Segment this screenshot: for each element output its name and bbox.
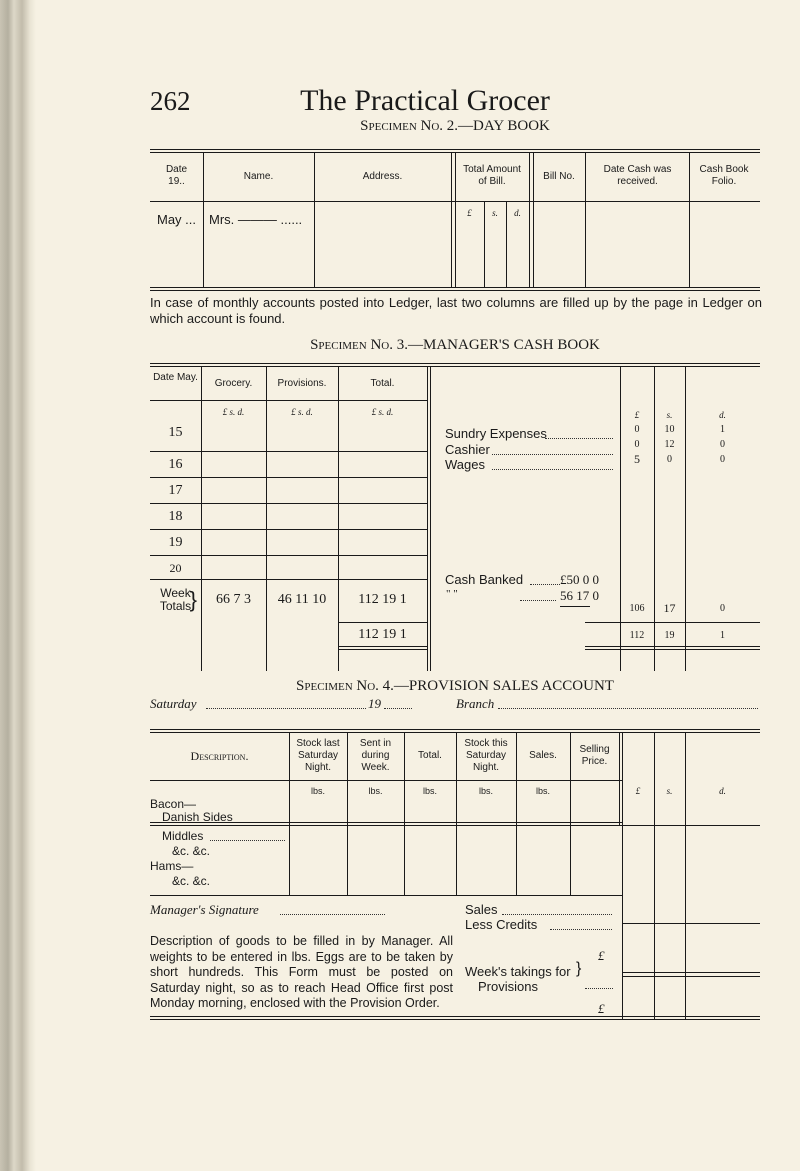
- specimen4-heading: Specimen No. 4.—PROVISION SALES ACCOUNT: [296, 678, 614, 694]
- expense-label: Cashier: [445, 442, 490, 457]
- summary-sales: Sales: [465, 902, 498, 917]
- col-provisions: Provisions.: [277, 378, 327, 389]
- date-row: 19: [168, 535, 183, 550]
- week-total-grocery: 66 7 3: [216, 592, 251, 607]
- date-row: 16: [168, 457, 183, 472]
- col-name: Name.: [243, 171, 274, 182]
- cash-banked-2-ditto: " ": [446, 588, 458, 600]
- col-description: Description.: [190, 749, 249, 763]
- date-row: 15: [168, 425, 183, 440]
- col-stock-this: Stock this Saturday Night.: [464, 738, 508, 773]
- summary-pound-2: £: [598, 1001, 605, 1016]
- item-line: Middles: [162, 829, 204, 843]
- expense-pounds: 5: [634, 452, 640, 466]
- col-cash-book: Cash Book Folio.: [699, 164, 749, 187]
- col-stock-last: Stock last Saturday Night.: [296, 738, 340, 773]
- row-name: Mrs. ——— ......: [209, 212, 303, 227]
- page-number: 262: [150, 86, 191, 116]
- money-pence: d.: [514, 208, 521, 218]
- item-line: &c. &c.: [172, 874, 211, 888]
- expense-shillings: 10: [664, 424, 675, 435]
- week-totals-label: Week Totals }: [150, 587, 201, 613]
- expense-pounds: 0: [634, 424, 640, 435]
- col-date-year: 19..: [168, 176, 185, 187]
- total-lsd: £ s. d.: [371, 407, 394, 417]
- manager-signature-label: Manager's Signature: [150, 902, 259, 917]
- total-shillings: 19: [664, 630, 675, 641]
- col-bill-no: Bill No.: [543, 171, 575, 182]
- expense-pence: 0: [720, 454, 725, 465]
- specimen2-heading: Specimen No. 2.—DAY BOOK: [360, 118, 550, 134]
- subtotal-pounds: 106: [629, 603, 645, 614]
- unit-lbs: lbs.: [310, 786, 325, 796]
- col-date: Date: [165, 164, 188, 175]
- col-grocery: Grocery.: [214, 378, 253, 389]
- expense-shillings: 0: [667, 454, 672, 465]
- date-row: 17: [168, 483, 183, 498]
- date-row: 18: [168, 509, 183, 524]
- unit-lbs: lbs.: [368, 786, 383, 796]
- item-line: Bacon—: [150, 797, 197, 811]
- branch-label: Branch: [456, 696, 495, 711]
- pounds-head: £: [634, 410, 640, 420]
- total-pence: 1: [720, 630, 725, 641]
- money-pound: £: [635, 786, 641, 796]
- col-selling-price: Selling Price.: [579, 744, 610, 767]
- year-label: 19: [368, 696, 381, 711]
- expense-pence: 0: [720, 439, 725, 450]
- unit-lbs: lbs.: [422, 786, 437, 796]
- expense-pence: 1: [720, 424, 725, 435]
- col-date-may: Date May.: [153, 372, 198, 383]
- money-shillings: s.: [492, 208, 498, 218]
- specimen2-note: In case of monthly accounts posted into Ledger, last two columns are filled up by the page in Ledger on which account is found.: [150, 295, 762, 326]
- money-pound: £: [467, 208, 472, 218]
- col-total-amount: Total Amount of Bill.: [463, 164, 521, 187]
- summary-provisions: Provisions: [478, 979, 538, 994]
- grocery-lsd: £ s. d.: [222, 407, 245, 417]
- money-shillings: s.: [666, 786, 673, 796]
- expense-label: Wages: [445, 457, 485, 472]
- col-date-cash: Date Cash was received.: [603, 164, 672, 187]
- subtotal-pence: 0: [720, 603, 725, 614]
- expense-shillings: 12: [664, 439, 675, 450]
- week-total-provisions: 46 11 10: [277, 592, 327, 607]
- summary-pound-1: £: [598, 948, 605, 963]
- pence-head: d.: [719, 410, 726, 420]
- col-address: Address.: [362, 171, 403, 182]
- unit-lbs: lbs.: [535, 786, 550, 796]
- total-pounds: 112: [629, 630, 645, 641]
- subtotal-shillings: 17: [663, 601, 676, 615]
- col-sent-in: Sent in during Week.: [359, 738, 392, 773]
- item-line: &c. &c.: [172, 844, 211, 858]
- col-total: Total.: [370, 378, 395, 389]
- cash-banked-label: Cash Banked: [445, 572, 524, 587]
- instructions: Description of goods to be filled in by Manager. All weights to be entered in lbs. Eggs are to be taken by short hundreds. This Form must be posted on Saturday night, so as to reach Head Office first post Monday morning, enclosed with the Provision Order.: [150, 934, 453, 1010]
- col-sales: Sales.: [529, 750, 557, 761]
- saturday-label: Saturday: [150, 696, 197, 711]
- grand-total: 112 19 1: [358, 627, 407, 642]
- page-title: The Practical Grocer: [300, 84, 550, 117]
- item-line: Hams—: [150, 859, 194, 873]
- shillings-head: s.: [666, 410, 673, 420]
- expense-pounds: 0: [634, 439, 640, 450]
- date-row: 20: [169, 561, 182, 575]
- brace-icon: }: [576, 960, 582, 977]
- row-date: May ...: [157, 212, 197, 227]
- col-total: Total.: [418, 750, 442, 761]
- unit-lbs: lbs.: [478, 786, 493, 796]
- book-binding: [0, 0, 36, 1171]
- summary-less-credits: Less Credits: [465, 917, 538, 932]
- provisions-lsd: £ s. d.: [291, 407, 313, 417]
- week-totals-text: Week Totals: [159, 586, 192, 613]
- specimen3-heading: Specimen No. 3.—MANAGER'S CASH BOOK: [310, 337, 600, 353]
- item-line: Danish Sides: [162, 810, 233, 824]
- week-total-total: 112 19 1: [358, 592, 407, 607]
- summary-weeks-takings: Week's takings for: [465, 964, 571, 979]
- money-pence: d.: [719, 786, 726, 796]
- cash-banked-1: £50 0 0: [560, 572, 599, 587]
- cash-banked-2: 56 17 0: [560, 588, 599, 603]
- expense-label: Sundry Expenses: [445, 426, 547, 441]
